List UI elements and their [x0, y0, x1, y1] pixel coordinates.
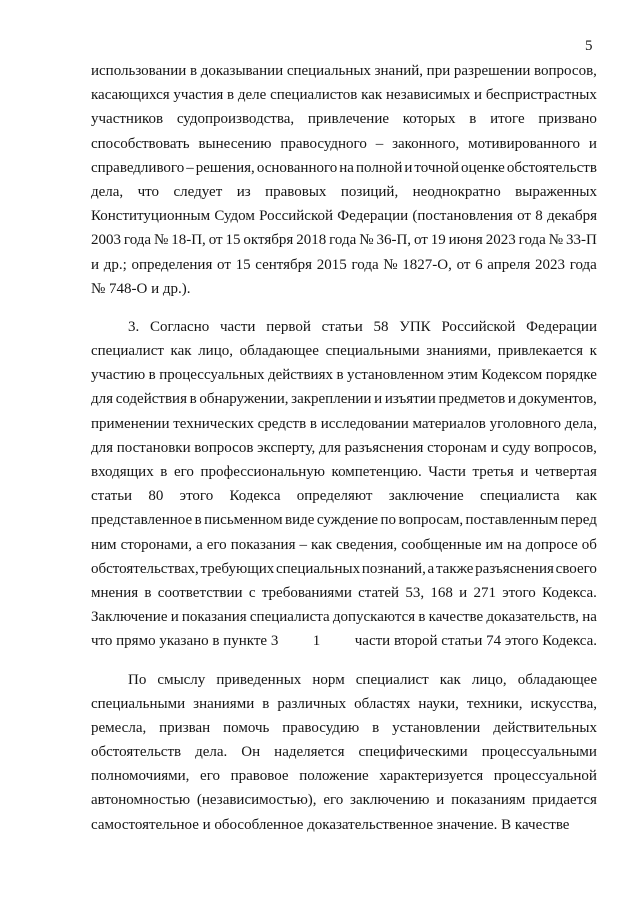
word: обстоятельств — [506, 159, 597, 176]
word: 58 — [373, 318, 389, 335]
word: помочь — [223, 719, 270, 736]
word: части второй статьи 74 этого Кодекса. — [354, 633, 597, 650]
word: представленное — [91, 512, 193, 529]
word: по — [380, 512, 397, 529]
word: (независимостью), — [196, 792, 317, 809]
word: 1 — [312, 633, 321, 650]
word: Федерации — [526, 318, 597, 335]
word: суждение — [316, 512, 379, 529]
word: наделяется — [274, 744, 345, 761]
word: из — [236, 183, 251, 200]
word: разрешении — [453, 63, 531, 79]
word: года — [123, 232, 152, 249]
word: следует — [173, 183, 223, 200]
word: 18-П, — [171, 232, 206, 249]
word: Федерации — [337, 208, 409, 225]
word: его — [206, 536, 227, 553]
word: для — [318, 439, 341, 456]
text-line — [91, 533, 597, 557]
word: в — [160, 464, 168, 480]
word: ремесла, — [91, 719, 147, 736]
word: 168 — [430, 584, 453, 601]
word: – — [299, 536, 308, 553]
text-line — [91, 277, 597, 301]
word: от — [217, 256, 231, 273]
word: в — [372, 719, 380, 736]
word: статьи — [321, 318, 363, 335]
word: мотивированного — [468, 135, 581, 152]
word: дела. — [195, 744, 228, 761]
word: в — [189, 391, 197, 408]
text-line — [91, 788, 597, 812]
word: Кодекса — [229, 488, 281, 505]
word: деле — [237, 87, 267, 104]
word: и — [374, 391, 383, 408]
word: первой — [266, 318, 311, 335]
word: выраженных — [515, 183, 597, 200]
word: Судом — [214, 208, 255, 225]
word: ним — [91, 536, 117, 553]
word: 33-П — [565, 232, 597, 249]
word: др.; — [103, 256, 127, 273]
word: средств — [257, 415, 307, 432]
word: документов, — [518, 391, 597, 408]
word: письменном — [204, 512, 283, 529]
word: допускаются — [332, 609, 416, 626]
word: 2018 — [296, 232, 327, 249]
word: судопроизводства, — [176, 111, 295, 128]
word: действительных — [493, 719, 597, 736]
word: разъяснения — [475, 560, 554, 577]
word: определения — [131, 256, 213, 273]
word: и — [588, 135, 597, 152]
word: 6 — [475, 256, 483, 273]
word: Согласно — [150, 318, 210, 335]
text-line — [91, 132, 597, 156]
word: положение — [299, 768, 369, 785]
word: полномочиями, — [91, 768, 190, 785]
word: точной — [414, 159, 459, 176]
word: позиций, — [340, 183, 399, 200]
word: призвано — [538, 111, 597, 128]
word: вопросов — [194, 439, 254, 456]
word: установленном — [347, 367, 444, 384]
word: специалистов — [270, 87, 358, 104]
word: входящих — [91, 464, 154, 480]
word: в — [189, 63, 198, 79]
word: предметов — [438, 391, 506, 408]
word: июня — [448, 232, 483, 249]
word: норм — [312, 671, 345, 688]
paragraph-gap — [91, 654, 597, 668]
word: решения, — [195, 159, 255, 176]
word: доказывании — [200, 63, 284, 79]
word: 15 — [235, 256, 251, 273]
text-line — [91, 315, 597, 339]
word: знаний, — [374, 63, 424, 79]
word: исследовании — [320, 415, 409, 432]
word: беспристрастных — [485, 87, 597, 104]
body-text — [91, 59, 597, 837]
word: изъятии — [384, 391, 436, 408]
text-line — [91, 668, 597, 692]
word: науки, — [418, 695, 459, 712]
text-line — [91, 460, 597, 484]
word: правовых — [265, 183, 327, 200]
word: закреплении — [291, 391, 372, 408]
text-line — [91, 412, 597, 436]
word: УПК — [399, 318, 431, 335]
word: оценке — [461, 159, 505, 176]
word: неоднократно — [412, 183, 501, 200]
paragraph — [91, 59, 597, 301]
word: на — [339, 159, 354, 176]
word: обстоятельствах, — [91, 560, 199, 577]
word: статей — [358, 584, 400, 601]
word: как — [311, 536, 333, 553]
page-number: 5 — [585, 38, 593, 54]
text-line — [91, 581, 597, 605]
word: на — [507, 536, 522, 553]
word: способствовать — [91, 135, 190, 152]
word: суду — [502, 439, 531, 456]
word: мнения — [91, 584, 139, 601]
word: придается — [532, 792, 597, 809]
text-line — [91, 484, 597, 508]
word: Кодексом — [481, 367, 543, 384]
word: и — [474, 87, 483, 104]
word: материалов — [412, 415, 486, 432]
word: года — [518, 232, 546, 249]
word: привлекается — [497, 343, 583, 360]
word: уголовного — [489, 415, 562, 432]
word: 53, — [405, 584, 425, 601]
word: справедливого — [91, 159, 185, 176]
word: года — [329, 232, 357, 249]
word: независимых — [385, 87, 471, 104]
word: его — [323, 792, 344, 809]
word: от — [208, 232, 223, 249]
word: заключению — [350, 792, 430, 809]
word: профессиональную — [200, 464, 325, 480]
word: участию — [91, 367, 146, 384]
text-line — [91, 387, 597, 411]
text-line — [91, 180, 597, 204]
text-line — [91, 156, 597, 180]
line-text: самостоятельное и обособленное доказательственное значение. В качестве — [91, 816, 570, 833]
word: Конституционным — [91, 208, 211, 225]
word: обладающее — [239, 343, 319, 360]
word: установлении — [392, 719, 481, 736]
word: и — [404, 159, 413, 176]
word: правосудию — [282, 719, 360, 736]
word: лицо, — [198, 343, 233, 360]
word: на — [582, 609, 597, 626]
word: специалист — [355, 671, 429, 688]
text-line — [91, 228, 597, 252]
text-line — [91, 605, 597, 629]
word: в — [262, 695, 270, 712]
word: процессуальными — [481, 744, 597, 761]
word: процессуальных — [159, 367, 265, 384]
word: автономностью — [91, 792, 191, 809]
text-line — [91, 557, 597, 581]
word: дела, — [564, 415, 597, 432]
word: № — [548, 232, 564, 249]
word: Части — [428, 464, 466, 480]
word: апреля — [487, 256, 531, 273]
word: его — [173, 464, 194, 480]
word: № — [153, 232, 169, 249]
word: специалиста — [479, 488, 560, 505]
word: Заключение — [91, 609, 168, 626]
word: участников — [91, 111, 164, 128]
word: соответствии — [157, 584, 243, 601]
word: различных — [277, 695, 347, 712]
word: 2003 — [91, 232, 121, 249]
word: как — [170, 343, 192, 360]
word: декабря — [546, 208, 597, 225]
word: заключение — [388, 488, 464, 505]
word: и — [520, 464, 529, 480]
word: что — [137, 183, 160, 200]
word: познаний, — [361, 560, 426, 577]
word: в — [148, 367, 156, 384]
word: приведенных — [216, 671, 302, 688]
word: при — [426, 63, 451, 79]
word: поставленным — [465, 512, 559, 529]
word: от — [456, 256, 471, 273]
word: им — [485, 536, 504, 553]
word: Российской — [259, 208, 334, 225]
word: По — [128, 671, 147, 688]
word: в — [309, 415, 317, 432]
word: и — [91, 256, 100, 273]
text-line — [91, 629, 597, 653]
word: 3. — [128, 318, 140, 335]
paragraph — [91, 315, 597, 654]
word: а — [427, 560, 435, 577]
word: правосудного — [280, 135, 367, 152]
word: 36-П, — [376, 232, 412, 249]
word: участия — [173, 87, 224, 104]
word: призван — [159, 719, 211, 736]
word: его — [200, 768, 220, 785]
word: от — [517, 208, 531, 225]
word: сторонам — [427, 439, 487, 456]
text-line — [91, 83, 597, 107]
word: 271 — [473, 584, 496, 601]
word: доказательств, — [486, 609, 580, 626]
word: виде — [285, 512, 315, 529]
word: которых — [402, 111, 456, 128]
word: основанного — [256, 159, 338, 176]
word: лицо, — [471, 671, 507, 688]
word: как — [361, 87, 383, 104]
word: Он — [241, 744, 261, 761]
word: а — [196, 536, 203, 553]
word: полной — [355, 159, 403, 176]
word: обладающее — [517, 671, 597, 688]
paragraph — [91, 668, 597, 837]
word: дела, — [91, 183, 124, 200]
text-line — [91, 508, 597, 532]
word: (постановления — [412, 208, 513, 225]
word: № — [359, 232, 374, 249]
text-line — [91, 740, 597, 764]
word: вопросов, — [534, 439, 597, 456]
word: специальными — [325, 343, 420, 360]
word: части — [219, 318, 256, 335]
word: качестве — [428, 609, 484, 626]
word: в — [194, 512, 202, 529]
word: что прямо указано в пункте 3 — [91, 633, 279, 650]
word: 2023 — [485, 232, 516, 249]
word: знаниями — [193, 695, 255, 712]
word: как — [439, 671, 461, 688]
word: процессуальной — [493, 768, 597, 785]
word: перед — [560, 512, 597, 529]
word: законного, — [392, 135, 460, 152]
word: обнаружении, — [199, 391, 289, 408]
text-line — [91, 436, 597, 460]
word: и — [507, 391, 516, 408]
text-line — [91, 107, 597, 131]
word: в — [227, 87, 235, 104]
word: № — [383, 256, 398, 273]
word: характеризуется — [379, 768, 484, 785]
word: этим — [447, 367, 478, 384]
word: – — [375, 135, 384, 152]
text-line — [91, 204, 597, 228]
word: специальными — [91, 695, 186, 712]
word: с — [248, 584, 256, 601]
word: допросе — [525, 536, 578, 553]
word: третья — [472, 464, 514, 480]
word: года — [351, 256, 379, 273]
word: от — [413, 232, 428, 249]
word: 19 — [430, 232, 446, 249]
text-line — [91, 813, 597, 837]
word: 15 — [225, 232, 241, 249]
word: показаниям — [451, 792, 526, 809]
word: для — [91, 439, 114, 456]
word: касающихся — [91, 87, 170, 104]
word: техники, — [466, 695, 523, 712]
word: знаниями, — [426, 343, 492, 360]
word: – — [186, 159, 194, 176]
text-line — [91, 363, 597, 387]
word: к — [589, 343, 597, 360]
word: показания — [181, 609, 247, 626]
word: Кодекса. — [542, 584, 597, 601]
text-line — [91, 716, 597, 740]
word: обстоятельств — [91, 744, 182, 761]
word: в — [418, 609, 426, 626]
word: действиях — [267, 367, 333, 384]
text-line — [91, 692, 597, 716]
word: областях — [354, 695, 411, 712]
word: и — [436, 792, 445, 809]
word: специалиста — [249, 609, 330, 626]
word: Российской — [441, 318, 516, 335]
word: эксперту, — [257, 439, 316, 456]
word: содействия — [115, 391, 187, 408]
word: итоге — [490, 111, 525, 128]
word: 80 — [148, 488, 164, 505]
word: сообщенные — [401, 536, 482, 553]
word: порядке — [545, 367, 597, 384]
word: сентября — [255, 256, 313, 273]
word: и — [459, 584, 468, 601]
word: специалист — [91, 343, 164, 360]
word: вынесению — [198, 135, 272, 152]
word: специфическими — [358, 744, 468, 761]
word: привлечение — [307, 111, 390, 128]
word: этого — [502, 584, 536, 601]
word: 1827-О, — [402, 256, 452, 273]
text-line — [91, 339, 597, 363]
word: этого — [179, 488, 214, 505]
text-line — [91, 59, 597, 83]
word: вопросов, — [534, 63, 597, 79]
word: требованиями — [261, 584, 352, 601]
word: об — [581, 536, 597, 553]
word: года — [569, 256, 597, 273]
word: применении — [91, 415, 170, 432]
word: 2015 — [316, 256, 347, 273]
word: показания — [230, 536, 296, 553]
word: определяют — [296, 488, 373, 505]
word: четвертая — [534, 464, 597, 480]
paragraph-gap — [91, 301, 597, 315]
word: сведения, — [336, 536, 398, 553]
word: разъяснения — [344, 439, 424, 456]
word: октября — [243, 232, 294, 249]
word: технических — [173, 415, 254, 432]
word: для — [91, 391, 114, 408]
word: 2023 — [535, 256, 566, 273]
word: 8 — [535, 208, 543, 225]
word: искусства, — [530, 695, 597, 712]
word: компетенцию. — [331, 464, 422, 480]
text-line — [91, 764, 597, 788]
word: как — [575, 488, 597, 505]
word: в — [144, 584, 152, 601]
word: вопросам, — [398, 512, 464, 529]
word: специальных — [286, 63, 371, 79]
word: в — [336, 367, 344, 384]
word: правовое — [230, 768, 289, 785]
word: специальных — [276, 560, 361, 577]
word: своего — [555, 560, 597, 577]
word: статьи — [91, 488, 133, 505]
word: и — [170, 609, 179, 626]
line-text: № 748-О и др.). — [91, 280, 191, 297]
word: постановки — [116, 439, 191, 456]
word: сторонами, — [120, 536, 193, 553]
word: в — [469, 111, 477, 128]
word: также — [435, 560, 474, 577]
word: требующих — [200, 560, 275, 577]
word: использовании — [91, 63, 187, 79]
text-line — [91, 253, 597, 277]
word: и — [490, 439, 499, 456]
word: смыслу — [157, 671, 206, 688]
